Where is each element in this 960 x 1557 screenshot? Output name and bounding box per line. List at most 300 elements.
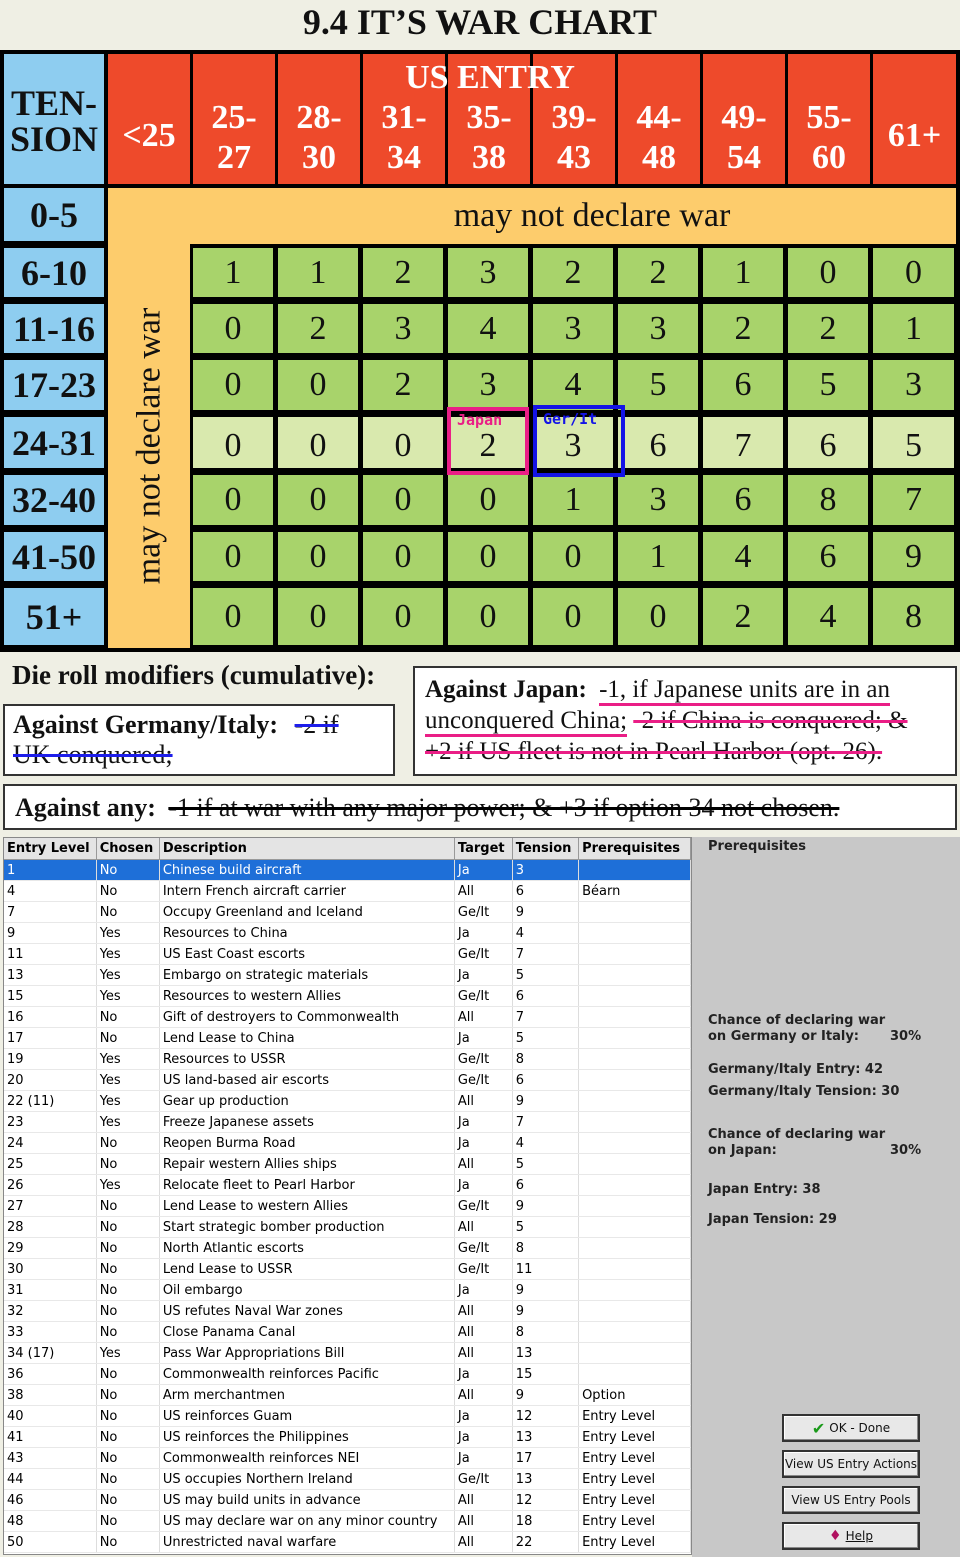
table-cell: All (454, 1385, 512, 1406)
table-cell: No (96, 1259, 159, 1280)
germany-text-1: -2 if (294, 710, 339, 739)
chart-cell: 4 (703, 532, 783, 581)
table-cell: Option (579, 1385, 691, 1406)
table-cell (579, 1301, 691, 1322)
chart-cell: 0 (193, 475, 273, 525)
chart-cell: 4 (533, 360, 613, 410)
table-row[interactable] (4, 1511, 691, 1532)
table-cell: 7 (512, 944, 578, 965)
chart-cell: 2 (363, 248, 443, 297)
table-cell: No (96, 1196, 159, 1217)
table-cell (579, 1007, 691, 1028)
ja-chance-line1: Chance of declaring war (708, 1127, 886, 1142)
chart-cell: 2 (788, 304, 868, 353)
table-cell: 5 (512, 965, 578, 986)
table-cell: Intern French aircraft carrier (159, 881, 454, 902)
table-cell: Ja (454, 1280, 512, 1301)
entry-col-header: 55- 60 (788, 54, 870, 184)
table-cell (579, 1364, 691, 1385)
table-cell: Embargo on strategic materials (159, 965, 454, 986)
chart-cell: 2 (533, 248, 613, 297)
ok-done-button[interactable] (782, 1414, 920, 1442)
table-cell: All (454, 1217, 512, 1238)
chart-cell: 4 (448, 304, 528, 353)
table-cell: Yes (96, 1343, 159, 1364)
table-row[interactable] (4, 860, 691, 881)
table-row[interactable] (4, 923, 691, 944)
table-cell: No (96, 1427, 159, 1448)
table-cell: 5 (512, 1028, 578, 1049)
chart-cell: 6 (618, 417, 698, 468)
may-not-declare-left: may not declare war (108, 244, 190, 648)
table-cell: 22 (11) (4, 1091, 96, 1112)
table-row[interactable] (4, 986, 691, 1007)
table-cell: All (454, 1301, 512, 1322)
chart-cell: 1 (533, 475, 613, 525)
table-row[interactable] (4, 1427, 691, 1448)
tension-row-header: 6-10 (4, 248, 104, 297)
table-cell: 7 (512, 1007, 578, 1028)
view-us-entry-actions-button[interactable] (782, 1450, 920, 1478)
chart-cell: 0 (618, 588, 698, 645)
tension-row-header: 51+ (4, 588, 104, 645)
chart-cell: 1 (703, 248, 783, 297)
table-cell (579, 1343, 691, 1364)
table-cell: No (96, 1028, 159, 1049)
any-text: -1 if at war with any major power; & +3 if option 34 not chosen. (168, 793, 840, 822)
table-cell: 23 (4, 1112, 96, 1133)
table-cell: Ja (454, 1448, 512, 1469)
table-cell: Ja (454, 1406, 512, 1427)
chart-cell: 0 (278, 417, 358, 468)
table-cell: 8 (512, 1049, 578, 1070)
may-not-declare-top: may not declare war (108, 188, 956, 244)
table-cell: 36 (4, 1364, 96, 1385)
table-cell: All (454, 881, 512, 902)
table-cell: Entry Level (579, 1406, 691, 1427)
table-cell: Yes (96, 1070, 159, 1091)
chart-cell: 7 (703, 417, 783, 468)
table-cell: Ja (454, 1133, 512, 1154)
japan-modifier-box (413, 666, 957, 776)
table-cell: 16 (4, 1007, 96, 1028)
table-cell: All (454, 1490, 512, 1511)
table-cell: 13 (4, 965, 96, 986)
chart-cell: 0 (193, 304, 273, 353)
entry-col-header: <25 (108, 54, 190, 184)
table-cell: All (454, 1511, 512, 1532)
table-cell: 5 (512, 1154, 578, 1175)
table-cell: 19 (4, 1049, 96, 1070)
chart-cell: 0 (533, 588, 613, 645)
chart-cell: 2 (618, 248, 698, 297)
table-cell: Freeze Japanese assets (159, 1112, 454, 1133)
table-cell: 17 (512, 1448, 578, 1469)
table-cell (579, 1322, 691, 1343)
germany-modifier-box (3, 704, 395, 776)
chart-cell: 0 (363, 588, 443, 645)
table-cell: All (454, 1532, 512, 1553)
table-cell: Occupy Greenland and Iceland (159, 902, 454, 923)
japan-text-3: +2 if US fleet is not in Pearl Harbor (opt. 26). (425, 738, 883, 765)
chart-cell: 0 (788, 248, 868, 297)
column-header[interactable]: Entry Level (4, 838, 96, 860)
tension-row-header: 0-5 (4, 188, 104, 241)
table-row[interactable] (4, 1322, 691, 1343)
table-cell: 9 (4, 923, 96, 944)
table-cell (579, 1091, 691, 1112)
japan-text-2b: -2 if China is conquered; & (633, 707, 908, 734)
table-cell: No (96, 1385, 159, 1406)
table-cell: US refutes Naval War zones (159, 1301, 454, 1322)
chart-cell: 8 (873, 588, 954, 645)
column-header[interactable]: Tension (512, 838, 578, 860)
chart-cell: 0 (448, 588, 528, 645)
table-cell: US may build units in advance (159, 1490, 454, 1511)
table-cell: Resources to western Allies (159, 986, 454, 1007)
table-cell (579, 1175, 691, 1196)
table-cell (579, 944, 691, 965)
table-row[interactable] (4, 1469, 691, 1490)
table-cell: 29 (4, 1238, 96, 1259)
table-row[interactable] (4, 902, 691, 923)
checkmark-icon: ✔ (811, 1418, 826, 1438)
ger-tension: Germany/Italy Tension: 30 (708, 1084, 900, 1099)
chart-cell: 0 (278, 475, 358, 525)
table-row[interactable] (4, 1133, 691, 1154)
table-cell: 46 (4, 1490, 96, 1511)
table-cell: Lend Lease to China (159, 1028, 454, 1049)
table-cell: 4 (4, 881, 96, 902)
chart-cell: 3 (363, 304, 443, 353)
table-cell (579, 1154, 691, 1175)
table-cell: Unrestricted naval warfare (159, 1532, 454, 1553)
table-cell (579, 1112, 691, 1133)
table-cell: Ja (454, 1175, 512, 1196)
chart-cell: 0 (363, 417, 443, 468)
table-cell: No (96, 1301, 159, 1322)
table-cell: Commonwealth reinforces Pacific (159, 1364, 454, 1385)
table-cell: Resources to USSR (159, 1049, 454, 1070)
table-row[interactable] (4, 1238, 691, 1259)
table-cell: Ja (454, 923, 512, 944)
table-cell: 6 (512, 986, 578, 1007)
table-row[interactable] (4, 1343, 691, 1364)
table-cell: 28 (4, 1217, 96, 1238)
table-row[interactable] (4, 1385, 691, 1406)
table-cell: 31 (4, 1280, 96, 1301)
chart-cell: 3 (533, 304, 613, 353)
entry-col-header: 25- 27 (193, 54, 275, 184)
table-cell (579, 986, 691, 1007)
table-cell: 9 (512, 1280, 578, 1301)
table-cell: Entry Level (579, 1511, 691, 1532)
japan-text-2a: unconquered China; (425, 707, 627, 737)
table-cell: No (96, 1532, 159, 1553)
table-cell: US reinforces Guam (159, 1406, 454, 1427)
table-cell: 8 (512, 1238, 578, 1259)
table-cell: Ja (454, 1364, 512, 1385)
table-cell: 24 (4, 1133, 96, 1154)
entry-col-header: 31- 34 (363, 54, 445, 184)
chart-title: 9.4 IT’S WAR CHART (0, 0, 960, 48)
chart-cell: 6 (788, 532, 868, 581)
table-cell: Ja (454, 1028, 512, 1049)
table-cell: Entry Level (579, 1469, 691, 1490)
table-cell: 20 (4, 1070, 96, 1091)
table-cell: All (454, 1091, 512, 1112)
table-cell: US occupies Northern Ireland (159, 1469, 454, 1490)
table-cell: 6 (512, 1070, 578, 1091)
table-row[interactable] (4, 881, 691, 902)
modifiers-heading: Die roll modifiers (cumulative): (12, 660, 376, 690)
table-cell: North Atlantic escorts (159, 1238, 454, 1259)
info-panel (692, 837, 960, 1557)
help-button[interactable] (782, 1522, 920, 1550)
table-cell: Yes (96, 944, 159, 965)
table-cell: 6 (512, 881, 578, 902)
view-actions-label: View US Entry Actions (784, 1457, 918, 1471)
table-cell: US land-based air escorts (159, 1070, 454, 1091)
table-cell: All (454, 1322, 512, 1343)
table-row[interactable] (4, 1091, 691, 1112)
table-cell: 4 (512, 923, 578, 944)
column-header[interactable]: Description (159, 838, 454, 860)
chart-cell: 5 (618, 360, 698, 410)
table-cell: No (96, 1217, 159, 1238)
chart-cell: 3 (533, 417, 613, 468)
prerequisites-title: Prerequisites (708, 839, 806, 854)
table-cell: No (96, 1406, 159, 1427)
entry-col-header: 44- 48 (618, 54, 700, 184)
table-cell: 12 (512, 1406, 578, 1427)
table-row[interactable] (4, 944, 691, 965)
table-cell: Lend Lease to western Allies (159, 1196, 454, 1217)
table-cell: 13 (512, 1427, 578, 1448)
table-cell (579, 1133, 691, 1154)
chart-cell: 3 (618, 475, 698, 525)
chart-cell: 3 (448, 360, 528, 410)
table-cell: All (454, 1007, 512, 1028)
table-cell: Ge/It (454, 1049, 512, 1070)
entry-col-header: 61+ (873, 54, 956, 184)
table-cell: 41 (4, 1427, 96, 1448)
table-cell: 9 (512, 1301, 578, 1322)
table-cell: 43 (4, 1448, 96, 1469)
column-header[interactable]: Target (454, 838, 512, 860)
chart-cell: 5 (788, 360, 868, 410)
table-cell: Commonwealth reinforces NEI (159, 1448, 454, 1469)
table-cell: US reinforces the Philippines (159, 1427, 454, 1448)
table-cell: No (96, 1511, 159, 1532)
table-row[interactable] (4, 1364, 691, 1385)
ja-chance-line2: on Japan: (708, 1143, 777, 1158)
table-cell: 26 (4, 1175, 96, 1196)
table-row[interactable] (4, 1049, 691, 1070)
table-cell (579, 1280, 691, 1301)
table-cell: Entry Level (579, 1490, 691, 1511)
table-cell: 1 (4, 860, 96, 881)
table-cell: 9 (512, 1196, 578, 1217)
table-cell (579, 860, 691, 881)
ger-entry: Germany/Italy Entry: 42 (708, 1062, 884, 1077)
chart-cell: 2 (448, 417, 528, 468)
table-row[interactable] (4, 1490, 691, 1511)
germany-text-2: UK conquered; (13, 740, 173, 769)
table-cell: Ge/It (454, 944, 512, 965)
table-cell: Ge/It (454, 902, 512, 923)
ger-chance-value: 30% (890, 1029, 922, 1044)
entry-col-header: 39- 43 (533, 54, 615, 184)
table-row[interactable] (4, 1280, 691, 1301)
table-cell: Yes (96, 965, 159, 986)
table-cell: 40 (4, 1406, 96, 1427)
view-us-entry-pools-button[interactable] (782, 1486, 920, 1514)
table-cell (579, 902, 691, 923)
chart-cell: 1 (278, 248, 358, 297)
table-cell: Arm merchantmen (159, 1385, 454, 1406)
table-cell: Ge/It (454, 986, 512, 1007)
tension-row-header: 11-16 (4, 304, 104, 353)
chart-cell: 3 (618, 304, 698, 353)
chart-cell: 6 (788, 417, 868, 468)
table-cell: US may declare war on any minor country (159, 1511, 454, 1532)
table-cell: Ja (454, 1427, 512, 1448)
chart-cell: 9 (873, 532, 954, 581)
ja-entry: Japan Entry: 38 (708, 1182, 821, 1197)
table-cell: All (454, 1343, 512, 1364)
table-row[interactable] (4, 1112, 691, 1133)
table-cell: Relocate fleet to Pearl Harbor (159, 1175, 454, 1196)
table-cell: Yes (96, 1175, 159, 1196)
table-row[interactable] (4, 1217, 691, 1238)
table-cell: Ge/It (454, 1238, 512, 1259)
table-cell: Ja (454, 860, 512, 881)
table-row[interactable] (4, 965, 691, 986)
table-cell: No (96, 860, 159, 881)
table-cell: 38 (4, 1385, 96, 1406)
tension-row-header: 32-40 (4, 475, 104, 525)
japan-marker: Japan (447, 407, 529, 475)
table-cell: Ge/It (454, 1196, 512, 1217)
chart-cell: 0 (193, 360, 273, 410)
table-cell: 30 (4, 1259, 96, 1280)
table-cell: Lend Lease to USSR (159, 1259, 454, 1280)
table-cell: Yes (96, 986, 159, 1007)
chart-cell: 3 (873, 360, 954, 410)
chart-cell: 1 (193, 248, 273, 297)
table-row[interactable] (4, 1301, 691, 1322)
table-row[interactable] (4, 1196, 691, 1217)
table-cell: 22 (512, 1532, 578, 1553)
table-cell: 9 (512, 1385, 578, 1406)
japan-label: Against Japan: (425, 676, 587, 703)
table-row[interactable] (4, 1007, 691, 1028)
table-cell: No (96, 1448, 159, 1469)
table-cell: Gift of destroyers to Commonwealth (159, 1007, 454, 1028)
table-row[interactable] (4, 1448, 691, 1469)
ja-chance-value: 30% (890, 1143, 922, 1158)
entry-col-header: 35- 38 (448, 54, 530, 184)
table-cell: 11 (4, 944, 96, 965)
us-entry-actions-table[interactable] (3, 837, 692, 1555)
table-cell: Ge/It (454, 1259, 512, 1280)
any-label: Against any: (15, 793, 156, 822)
table-cell: 34 (17) (4, 1343, 96, 1364)
table-cell: 18 (512, 1511, 578, 1532)
table-cell: No (96, 1280, 159, 1301)
chart-cell: 0 (363, 532, 443, 581)
table-row[interactable] (4, 1532, 691, 1553)
table-cell: 9 (512, 902, 578, 923)
table-row[interactable] (4, 1070, 691, 1091)
table-row[interactable] (4, 1175, 691, 1196)
view-pools-label: View US Entry Pools (791, 1493, 911, 1507)
table-cell: 13 (512, 1343, 578, 1364)
table-cell: 3 (512, 860, 578, 881)
table-cell: 13 (512, 1469, 578, 1490)
table-cell: 25 (4, 1154, 96, 1175)
table-cell: 5 (512, 1217, 578, 1238)
any-modifier-box (3, 784, 957, 830)
us-entry-label: US ENTRY (405, 59, 575, 96)
chart-cell: 0 (873, 248, 954, 297)
chart-cell: 6 (703, 475, 783, 525)
table-cell: No (96, 881, 159, 902)
help-book-icon: ♦ (829, 1528, 842, 1544)
table-cell: Ge/It (454, 1070, 512, 1091)
table-row[interactable] (4, 1259, 691, 1280)
chart-cell: 3 (448, 248, 528, 297)
table-cell: No (96, 1154, 159, 1175)
chart-cell: 2 (278, 304, 358, 353)
chart-cell: 1 (618, 532, 698, 581)
war-chart (0, 50, 960, 652)
table-cell: Yes (96, 1112, 159, 1133)
tension-row-header: 41-50 (4, 532, 104, 581)
table-row[interactable] (4, 1406, 691, 1427)
table-cell: 48 (4, 1511, 96, 1532)
table-cell: Repair western Allies ships (159, 1154, 454, 1175)
table-cell: Entry Level (579, 1532, 691, 1553)
tension-header: TEN- SION (4, 54, 104, 184)
table-cell: 27 (4, 1196, 96, 1217)
table-cell (579, 1217, 691, 1238)
table-cell: Close Panama Canal (159, 1322, 454, 1343)
table-cell: Yes (96, 1049, 159, 1070)
table-cell: 15 (4, 986, 96, 1007)
table-cell: Pass War Appropriations Bill (159, 1343, 454, 1364)
table-cell: Ja (454, 965, 512, 986)
chart-cell: 0 (533, 532, 613, 581)
table-cell: 7 (512, 1112, 578, 1133)
chart-cell: 0 (193, 532, 273, 581)
chart-cell: 8 (788, 475, 868, 525)
table-cell: Yes (96, 923, 159, 944)
table-cell: Start strategic bomber production (159, 1217, 454, 1238)
table-row[interactable] (4, 1028, 691, 1049)
chart-cell: 7 (873, 475, 954, 525)
column-header[interactable]: Prerequisites (579, 838, 691, 860)
tension-row-header: 24-31 (4, 417, 104, 468)
table-cell (579, 1259, 691, 1280)
table-cell: US East Coast escorts (159, 944, 454, 965)
ja-tension: Japan Tension: 29 (708, 1212, 837, 1227)
chart-cell: 2 (703, 304, 783, 353)
column-header[interactable]: Chosen (96, 838, 159, 860)
germany-label: Against Germany/Italy: (13, 710, 279, 739)
table-row[interactable] (4, 1154, 691, 1175)
